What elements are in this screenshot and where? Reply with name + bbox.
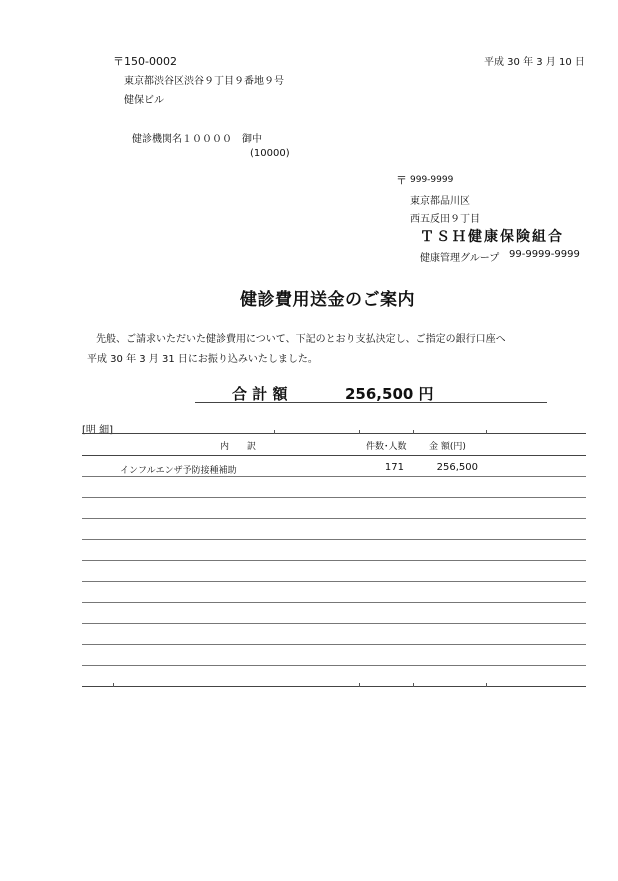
- issuer-postal-code: 999-9999: [410, 175, 454, 185]
- sender-postal-code: 〒150-0002: [113, 55, 177, 68]
- issuer-address-line1: 東京都品川区: [410, 196, 470, 207]
- document-title: 健診費用送金のご案内: [240, 290, 415, 310]
- body-text-line2: 平成 30 年 3 月 31 日にお振り込みいたしました。: [87, 354, 318, 365]
- column-header-count: 件数･人数: [366, 442, 407, 452]
- column-tick: [486, 430, 487, 434]
- sender-address-line2: 健保ビル: [124, 95, 164, 106]
- table-bottom-border: [82, 686, 586, 687]
- details-section-label: [明 細]: [82, 425, 113, 436]
- table-header-bottom: [82, 455, 586, 456]
- column-header-amount: 金 額(円): [429, 442, 466, 452]
- table-row-line: [82, 644, 586, 645]
- column-tick: [359, 430, 360, 434]
- issuer-department: 健康管理グループ: [420, 253, 500, 264]
- table-row-line: [82, 518, 586, 519]
- issuer-phone: 99-9999-9999: [509, 249, 580, 260]
- issuer-organization: ＴＳＨ健康保険組合: [420, 229, 564, 245]
- table-row-line: [82, 602, 586, 603]
- total-underline: [195, 402, 547, 403]
- body-text-line1: 先般、ご請求いただいた健診費用について、下記のとおり支払決定し、ご指定の銀行口座へ: [96, 334, 506, 345]
- total-label: 合 計 額: [232, 385, 288, 403]
- column-tick: [113, 683, 114, 687]
- column-tick: [413, 683, 414, 687]
- table-row-count: 171: [384, 462, 404, 473]
- column-header-item: 内 訳: [220, 442, 257, 452]
- table-row-line: [82, 581, 586, 582]
- table-row-line: [82, 497, 586, 498]
- table-row-amount: 256,500: [436, 462, 478, 473]
- table-row-line: [82, 623, 586, 624]
- table-row-line: [82, 476, 586, 477]
- table-row-line: [82, 539, 586, 540]
- total-amount: 256,500 円: [345, 385, 434, 403]
- table-row-item: インフルエンザ予防接種補助: [120, 466, 237, 476]
- column-tick: [274, 430, 275, 434]
- column-tick: [486, 683, 487, 687]
- column-tick: [413, 430, 414, 434]
- issue-date: 平成 30 年 3 月 10 日: [484, 57, 585, 68]
- issuer-postal-mark: 〒: [396, 174, 407, 187]
- recipient-code: (10000): [250, 148, 290, 159]
- table-row-line: [82, 560, 586, 561]
- recipient-name: 健診機関名１００００ 御中: [132, 134, 262, 145]
- sender-address-line1: 東京都渋谷区渋谷９丁目９番地９号: [124, 76, 284, 87]
- table-top-border: [82, 433, 586, 434]
- table-row-line: [82, 665, 586, 666]
- column-tick: [359, 683, 360, 687]
- issuer-address-line2: 西五反田９丁目: [410, 214, 480, 225]
